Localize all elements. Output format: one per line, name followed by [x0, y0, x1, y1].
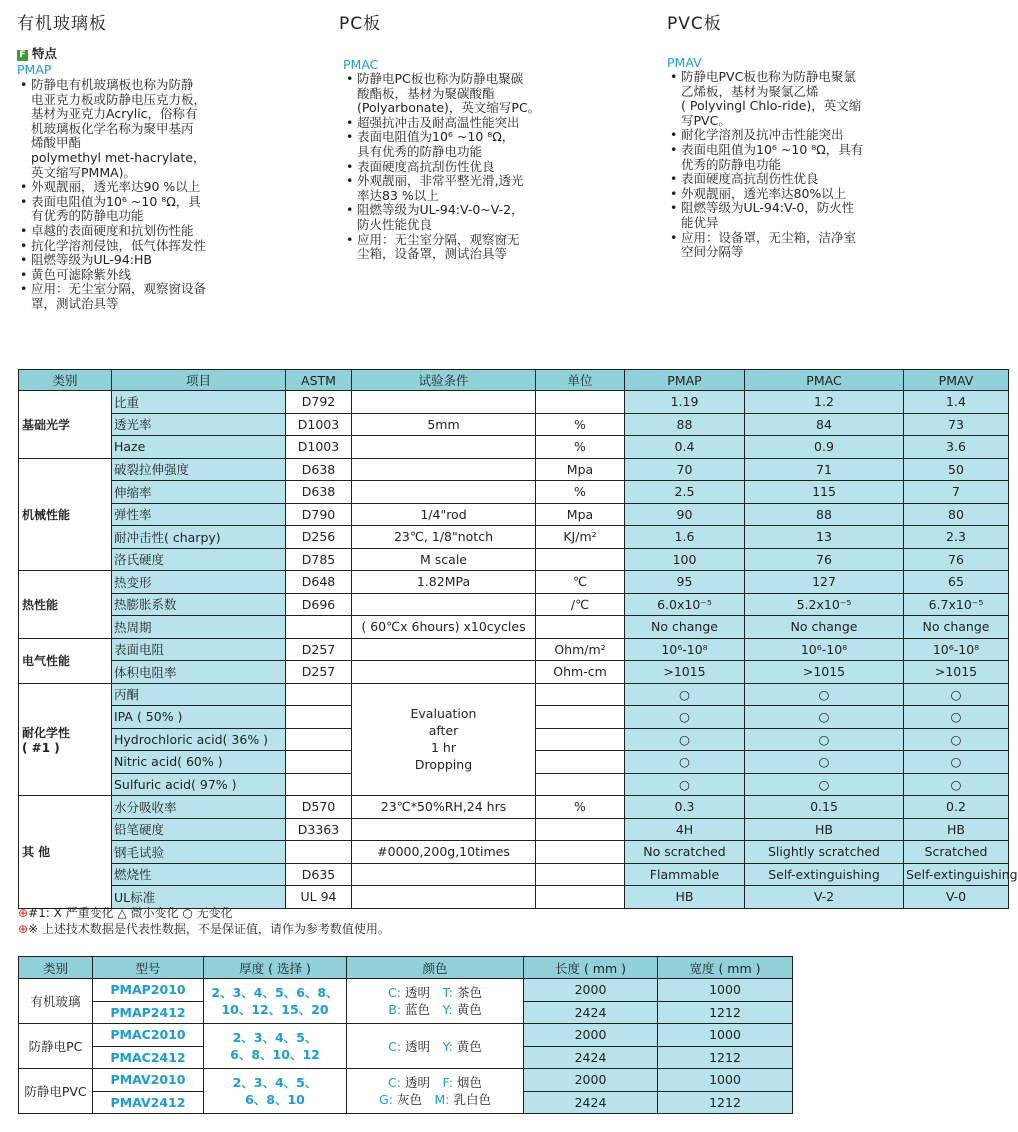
- spec-value-pmac: 5.2x10⁻⁵: [745, 593, 904, 616]
- spec-value-pmac: 127: [745, 571, 904, 594]
- feature-item: • 表面电阻值为10⁶ ~10 ⁸Ω，具 有优秀的防静电功能: [17, 195, 206, 224]
- spec-astm: D635: [286, 863, 352, 886]
- spec-value-pmac: ○: [745, 706, 904, 729]
- spec-unit: [536, 841, 625, 864]
- spec-astm: D257: [286, 638, 352, 661]
- size-row: [19, 979, 793, 1002]
- spec-header-cell: PMAC: [745, 370, 904, 391]
- spec-value-pmac: HB: [745, 818, 904, 841]
- spec-category: 基础光学: [19, 391, 112, 459]
- spec-unit: [536, 751, 625, 774]
- size-width: 1212: [658, 1046, 793, 1069]
- spec-value-pmap: 4H: [625, 818, 745, 841]
- spec-astm: D792: [286, 391, 352, 414]
- spec-astm: [286, 751, 352, 774]
- spec-condition: 23℃, 1/8"notch: [352, 526, 536, 549]
- spec-value-pmav: 6.7x10⁻⁵: [904, 593, 1009, 616]
- note-icon: ⊕: [18, 906, 29, 920]
- feature-item: • 应用：设备罩，无尘箱，洁净室 空间分隔等: [667, 231, 863, 260]
- size-model: PMAP2010: [93, 979, 204, 1002]
- spec-item: 热周期: [112, 616, 286, 639]
- spec-value-pmap: 1.6: [625, 526, 745, 549]
- spec-value-pmav: 65: [904, 571, 1009, 594]
- spec-value-pmac: 88: [745, 503, 904, 526]
- spec-unit: %: [536, 796, 625, 819]
- product-code: PMAP: [17, 62, 52, 77]
- spec-item: 热膨胀系数: [112, 593, 286, 616]
- size-thickness: 2、3、4、5、 6、8、10、12: [204, 1024, 347, 1069]
- size-category: 防静电PVC: [19, 1069, 93, 1114]
- spec-astm: [286, 683, 352, 706]
- feature-item: • 外观靓丽，透光率达80%以上: [667, 187, 863, 202]
- spec-value-pmav: >1015: [904, 661, 1009, 684]
- spec-value-pmav: 1.4: [904, 391, 1009, 414]
- color-code: M:: [434, 1092, 450, 1107]
- spec-condition: [352, 818, 536, 841]
- spec-condition: [352, 481, 536, 504]
- spec-header-cell: 试验条件: [352, 370, 536, 391]
- size-header-row: [19, 957, 793, 979]
- spec-row: [19, 526, 1009, 549]
- spec-astm: D1003: [286, 436, 352, 459]
- feature-list: [667, 70, 863, 260]
- spec-unit: /℃: [536, 593, 625, 616]
- spec-value-pmac: 71: [745, 458, 904, 481]
- spec-row: [19, 571, 1009, 594]
- spec-category: 耐化学性 ( #1 ): [19, 683, 112, 796]
- color-name: 透明: [404, 1075, 430, 1090]
- feature-item: • 卓越的表面硬度和抗划伤性能: [17, 224, 206, 239]
- spec-condition: M scale: [352, 548, 536, 571]
- spec-unit: Mpa: [536, 458, 625, 481]
- spec-row: [19, 503, 1009, 526]
- spec-value-pmav: ○: [904, 773, 1009, 796]
- spec-value-pmav: ○: [904, 751, 1009, 774]
- feature-item: • 防静电PVC板也称为防静电聚氯 乙烯板，基材为聚氯乙烯 ( Polyvingl Chlo-ride)，英文缩 写PVC。: [667, 70, 863, 128]
- spec-value-pmap: No change: [625, 616, 745, 639]
- spec-unit: [536, 391, 625, 414]
- color-code: T:: [442, 985, 453, 1000]
- spec-row: [19, 413, 1009, 436]
- feature-heading: [17, 44, 57, 62]
- spec-item: 弹性率: [112, 503, 286, 526]
- spec-item: Hydrochloric acid( 36% ): [112, 728, 286, 751]
- color-name: 透明: [405, 1038, 431, 1054]
- spec-value-pmac: 1.2: [745, 391, 904, 414]
- spec-row: [19, 886, 1009, 909]
- size-thickness: 2、3、4、5、6、8、 10、12、15、20: [204, 979, 347, 1024]
- size-length: 2000: [524, 1024, 658, 1047]
- color-name: 乳白色: [453, 1092, 491, 1107]
- spec-value-pmav: 0.2: [904, 796, 1009, 819]
- spec-category: 机械性能: [19, 458, 112, 571]
- spec-item: 比重: [112, 391, 286, 414]
- spec-value-pmav: 50: [904, 458, 1009, 481]
- size-width: 1000: [658, 979, 793, 1002]
- size-width: 1212: [658, 1091, 793, 1114]
- spec-header-cell: ASTM: [286, 370, 352, 391]
- spec-row: [19, 458, 1009, 481]
- feature-item: • 外观靓丽，透光率达90 %以上: [17, 180, 206, 195]
- spec-row: [19, 638, 1009, 661]
- size-length: 2424: [524, 1001, 658, 1024]
- spec-row: [19, 683, 1009, 706]
- size-width: 1000: [658, 1069, 793, 1092]
- note-line: [18, 906, 390, 922]
- spec-unit: [536, 706, 625, 729]
- spec-condition: [352, 886, 536, 909]
- spec-unit: [536, 886, 625, 909]
- spec-astm: D257: [286, 661, 352, 684]
- color-name: 黄色: [456, 1038, 482, 1054]
- size-width: 1212: [658, 1001, 793, 1024]
- spec-value-pmac: >1015: [745, 661, 904, 684]
- spec-astm: [286, 728, 352, 751]
- spec-astm: D785: [286, 548, 352, 571]
- feature-item: • 表面硬度高抗刮伤性优良: [667, 172, 863, 187]
- spec-table: [18, 369, 1018, 909]
- spec-unit: Mpa: [536, 503, 625, 526]
- spec-value-pmav: 7: [904, 481, 1009, 504]
- spec-value-pmav: 3.6: [904, 436, 1009, 459]
- size-length: 2000: [524, 1069, 658, 1092]
- spec-item: 透光率: [112, 413, 286, 436]
- spec-unit: [536, 616, 625, 639]
- spec-row: [19, 548, 1009, 571]
- color-code: Y:: [442, 1002, 453, 1017]
- spec-value-pmac: Slightly scratched: [745, 841, 904, 864]
- spec-astm: D1003: [286, 413, 352, 436]
- spec-unit: KJ/m²: [536, 526, 625, 549]
- column-title: 有机玻璃板: [17, 14, 107, 34]
- spec-unit: %: [536, 481, 625, 504]
- spec-unit: [536, 773, 625, 796]
- spec-value-pmac: ○: [745, 728, 904, 751]
- spec-header-row: [19, 370, 1009, 391]
- size-table: [18, 956, 793, 1114]
- spec-item: 破裂拉伸强度: [112, 458, 286, 481]
- feature-item: • 阻燃等级为UL-94:V-0~V-2， 防火性能优良: [343, 203, 540, 232]
- spec-row: [19, 661, 1009, 684]
- spec-astm: D570: [286, 796, 352, 819]
- spec-row: [19, 616, 1009, 639]
- spec-category: 电气性能: [19, 638, 112, 683]
- feature-item: • 抗化学溶剂侵蚀，低气体挥发性: [17, 239, 206, 254]
- column-title: PVC板: [667, 14, 722, 34]
- spec-value-pmac: 13: [745, 526, 904, 549]
- spec-value-pmap: >1015: [625, 661, 745, 684]
- spec-header-cell: PMAP: [625, 370, 745, 391]
- spec-astm: D648: [286, 571, 352, 594]
- spec-value-pmap: 10⁶-10⁸: [625, 638, 745, 661]
- spec-condition: [352, 593, 536, 616]
- size-header-cell: 型号: [93, 957, 204, 979]
- color-name: 蓝色: [405, 1002, 431, 1017]
- spec-item: UL标准: [112, 886, 286, 909]
- size-header-cell: 类别: [19, 957, 93, 979]
- feature-item: • 阻燃等级为UL-94:HB: [17, 253, 206, 268]
- spec-value-pmav: ○: [904, 706, 1009, 729]
- spec-condition: 5mm: [352, 413, 536, 436]
- size-row: [19, 1024, 793, 1047]
- spec-value-pmac: 0.15: [745, 796, 904, 819]
- spec-unit: Ohm/m²: [536, 638, 625, 661]
- color-code: C:: [388, 1075, 401, 1090]
- spec-header-cell: 项目: [112, 370, 286, 391]
- spec-value-pmap: ○: [625, 751, 745, 774]
- spec-value-pmac: 76: [745, 548, 904, 571]
- spec-value-pmac: V-2: [745, 886, 904, 909]
- note-line: [18, 922, 390, 938]
- spec-unit: %: [536, 413, 625, 436]
- size-length: 2424: [524, 1046, 658, 1069]
- spec-astm: [286, 773, 352, 796]
- spec-unit: [536, 548, 625, 571]
- size-model: PMAP2412: [93, 1001, 204, 1024]
- spec-value-pmap: 88: [625, 413, 745, 436]
- spec-value-pmap: ○: [625, 706, 745, 729]
- spec-value-pmac: Self-extinguishing: [745, 863, 904, 886]
- spec-value-pmap: 95: [625, 571, 745, 594]
- color-name: 黄色: [456, 1002, 482, 1017]
- spec-condition: 23℃*50%RH,24 hrs: [352, 796, 536, 819]
- spec-condition: [352, 661, 536, 684]
- notes: [18, 906, 390, 937]
- spec-unit: ℃: [536, 571, 625, 594]
- spec-value-pmav: Scratched: [904, 841, 1009, 864]
- spec-value-pmap: 0.3: [625, 796, 745, 819]
- spec-row: [19, 436, 1009, 459]
- spec-value-pmap: No scratched: [625, 841, 745, 864]
- spec-condition: [352, 458, 536, 481]
- product-code: PMAV: [667, 55, 702, 70]
- spec-item: Sulfuric acid( 97% ): [112, 773, 286, 796]
- spec-value-pmac: No change: [745, 616, 904, 639]
- spec-unit: [536, 683, 625, 706]
- size-header-cell: 长度 ( mm ): [524, 957, 658, 979]
- spec-astm: D638: [286, 481, 352, 504]
- spec-category: 其 他: [19, 796, 112, 909]
- size-colors: [347, 1069, 524, 1114]
- spec-value-pmav: V-0: [904, 886, 1009, 909]
- spec-value-pmap: ○: [625, 728, 745, 751]
- spec-item: 水分吸收率: [112, 796, 286, 819]
- feature-item: • 防静电PC板也称为防静电聚碳 酸酯板，基材为聚碳酸酯 (Polyarbonate)，英文缩写PC。: [343, 72, 540, 116]
- note-text: ※ 上述技术数据是代表性数据，不是保证值，请作为参考数值使用。: [28, 921, 390, 936]
- spec-condition: [352, 436, 536, 459]
- spec-row: [19, 593, 1009, 616]
- spec-unit: [536, 818, 625, 841]
- feature-item: • 外观靓丽，非常平整光滑,透光 率达83 %以上: [343, 174, 540, 203]
- spec-item: 体积电阻率: [112, 661, 286, 684]
- product-code: PMAC: [343, 57, 379, 72]
- feature-item: • 阻燃等级为UL-94:V-0，防火性 能优异: [667, 201, 863, 230]
- spec-condition: [352, 863, 536, 886]
- spec-value-pmap: Flammable: [625, 863, 745, 886]
- spec-unit: %: [536, 436, 625, 459]
- spec-unit: [536, 728, 625, 751]
- spec-condition: ( 60℃x 6hours) x10cycles: [352, 616, 536, 639]
- size-category: 有机玻璃: [19, 979, 93, 1024]
- spec-row: [19, 863, 1009, 886]
- spec-condition: 1.82MPa: [352, 571, 536, 594]
- spec-value-pmav: 10⁶-10⁸: [904, 638, 1009, 661]
- feature-item: • 防静电有机玻璃板也称为防静 电亚克力板或防静电压克力板， 基材为亚克力Acrylic，俗称有 机玻璃板化学名称为聚甲基丙 烯酸甲酯 polymethyl met-hacrylate， 英文缩写PMMA)。: [17, 78, 206, 180]
- spec-value-pmap: 0.4: [625, 436, 745, 459]
- spec-astm: D696: [286, 593, 352, 616]
- spec-value-pmac: 0.9: [745, 436, 904, 459]
- spec-astm: D3363: [286, 818, 352, 841]
- feature-item: • 应用：无尘室分隔，观察窗设备 罩，测试治具等: [17, 282, 206, 311]
- feature-item: • 表面电阻值为10⁶ ~10 ⁸Ω， 具有优秀的防静电功能: [343, 130, 540, 159]
- spec-item: Nitric acid( 60% ): [112, 751, 286, 774]
- spec-item: 伸缩率: [112, 481, 286, 504]
- size-header-cell: 宽度 ( mm ): [658, 957, 793, 979]
- size-model: PMAV2412: [93, 1091, 204, 1114]
- spec-value-pmap: 90: [625, 503, 745, 526]
- spec-value-pmap: 6.0x10⁻⁵: [625, 593, 745, 616]
- spec-astm: D256: [286, 526, 352, 549]
- spec-value-pmap: 2.5: [625, 481, 745, 504]
- spec-item: 热变形: [112, 571, 286, 594]
- spec-astm: UL 94: [286, 886, 352, 909]
- spec-value-pmac: ○: [745, 751, 904, 774]
- spec-row: [19, 481, 1009, 504]
- spec-value-pmav: ○: [904, 683, 1009, 706]
- spec-row: [19, 796, 1009, 819]
- color-code: G:: [379, 1092, 393, 1107]
- size-thickness: 2、3、4、5、 6、8、10: [204, 1069, 347, 1114]
- spec-body: [19, 391, 1018, 909]
- spec-row: [19, 841, 1009, 864]
- note-text: #1: X 严重变化 △ 微小变化 ○ 无变化: [28, 906, 233, 920]
- feature-item: • 表面电阻值为10⁶ ~10 ⁸Ω，具有 优秀的防静电功能: [667, 143, 863, 172]
- feature-list: [17, 78, 206, 312]
- feature-icon: F: [17, 50, 28, 61]
- spec-value-pmav: 73: [904, 413, 1009, 436]
- color-code: F:: [442, 1075, 453, 1090]
- spec-value-pmap: 70: [625, 458, 745, 481]
- spec-value-pmac: ○: [745, 683, 904, 706]
- size-category: 防静电PC: [19, 1024, 93, 1069]
- spec-value-pmap: 1.19: [625, 391, 745, 414]
- spec-unit: [536, 863, 625, 886]
- color-code: C:: [388, 985, 401, 1000]
- column-title: PC板: [339, 14, 382, 34]
- spec-value-pmav: No change: [904, 616, 1009, 639]
- feature-item: • 超强抗冲击及耐高温性能突出: [343, 116, 540, 131]
- spec-value-pmav: 76: [904, 548, 1009, 571]
- spec-condition: 1/4"rod: [352, 503, 536, 526]
- spec-astm: [286, 706, 352, 729]
- spec-astm: D638: [286, 458, 352, 481]
- feature-item: • 应用：无尘室分隔，观察窗无 尘箱，设备罩，测试治具等: [343, 233, 540, 262]
- spec-value-pmac: 10⁶-10⁸: [745, 638, 904, 661]
- size-width: 1000: [658, 1024, 793, 1047]
- spec-item: 丙酮: [112, 683, 286, 706]
- spec-item: 钢毛试验: [112, 841, 286, 864]
- size-length: 2424: [524, 1091, 658, 1114]
- spec-value-pmap: HB: [625, 886, 745, 909]
- color-name: 灰色: [396, 1092, 422, 1107]
- spec-header-cell: 类别: [19, 370, 112, 391]
- spec-value-pmap: 100: [625, 548, 745, 571]
- feature-item: • 表面硬度高抗刮伤性优良: [343, 160, 540, 175]
- color-name: 透明: [404, 985, 430, 1000]
- spec-header-cell: PMAV: [904, 370, 1009, 391]
- spec-condition: Evaluation after 1 hr Dropping: [352, 683, 536, 796]
- color-code: C:: [388, 1038, 402, 1054]
- size-length: 2000: [524, 979, 658, 1002]
- color-code: Y:: [442, 1038, 453, 1054]
- color-name: 茶色: [456, 985, 482, 1000]
- spec-astm: D790: [286, 503, 352, 526]
- size-colors: [347, 1024, 524, 1069]
- spec-row: [19, 391, 1009, 414]
- spec-condition: [352, 638, 536, 661]
- spec-value-pmac: 84: [745, 413, 904, 436]
- feature-list: [343, 72, 540, 262]
- size-row: [19, 1069, 793, 1092]
- size-colors: [347, 979, 524, 1024]
- spec-unit: Ohm-cm: [536, 661, 625, 684]
- feature-label: 特点: [32, 46, 58, 61]
- size-body: [19, 979, 793, 1114]
- size-header-cell: 厚度 ( 选择 ): [204, 957, 347, 979]
- spec-item: 表面电阻: [112, 638, 286, 661]
- spec-value-pmav: 2.3: [904, 526, 1009, 549]
- spec-value-pmav: HB: [904, 818, 1009, 841]
- spec-value-pmav: Self-extinguishing: [904, 863, 1009, 886]
- spec-item: 耐冲击性( charpy): [112, 526, 286, 549]
- color-code: B:: [388, 1002, 402, 1017]
- spec-header-cell: 单位: [536, 370, 625, 391]
- spec-item: 铅笔硬度: [112, 818, 286, 841]
- spec-value-pmap: ○: [625, 683, 745, 706]
- spec-value-pmap: ○: [625, 773, 745, 796]
- feature-item: • 黄色可滤除紫外线: [17, 268, 206, 283]
- spec-row: [19, 818, 1009, 841]
- spec-condition: [352, 391, 536, 414]
- spec-item: IPA ( 50% ): [112, 706, 286, 729]
- color-name: 烟色: [456, 1075, 482, 1090]
- spec-value-pmac: 115: [745, 481, 904, 504]
- size-header-cell: 颜色: [347, 957, 524, 979]
- spec-astm: [286, 616, 352, 639]
- size-model: PMAC2010: [93, 1024, 204, 1047]
- size-model: PMAV2010: [93, 1069, 204, 1092]
- spec-value-pmav: 80: [904, 503, 1009, 526]
- feature-item: • 耐化学溶剂及抗冲击性能突出: [667, 128, 863, 143]
- spec-category: 热性能: [19, 571, 112, 639]
- note-icon: ⊕: [18, 921, 29, 936]
- spec-item: Haze: [112, 436, 286, 459]
- size-model: PMAC2412: [93, 1046, 204, 1069]
- spec-value-pmav: ○: [904, 728, 1009, 751]
- spec-condition: #0000,200g,10times: [352, 841, 536, 864]
- spec-astm: [286, 841, 352, 864]
- spec-item: 燃烧性: [112, 863, 286, 886]
- spec-item: 洛氏硬度: [112, 548, 286, 571]
- spec-value-pmac: ○: [745, 773, 904, 796]
